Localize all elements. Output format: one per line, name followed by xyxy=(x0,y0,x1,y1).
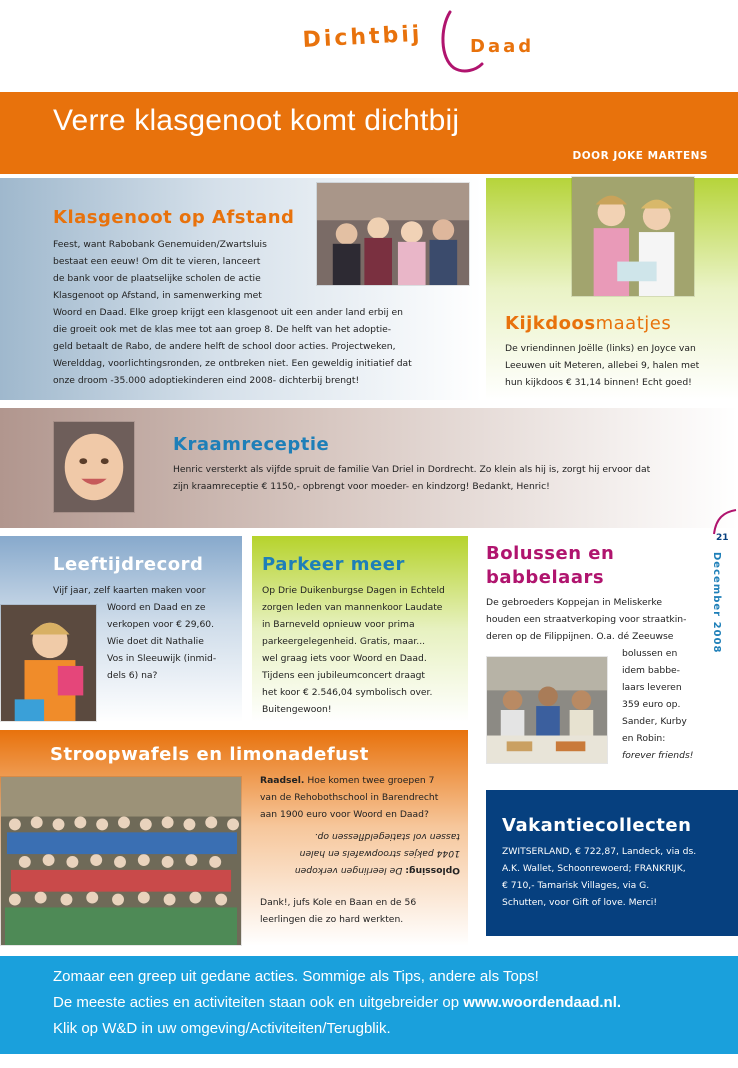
bolussen-text-side xyxy=(622,645,722,764)
text-line: forever friends! xyxy=(622,750,694,761)
footer-text xyxy=(53,964,733,1042)
text-line: idem babbe- xyxy=(622,665,681,676)
vakantie-title: Vakantiecollecten xyxy=(502,815,692,836)
text-line: Dank!, jufs Kole en Baan en de 56 xyxy=(260,897,417,908)
text-line: Schutten, voor Gift of love. Merci! xyxy=(502,897,658,908)
stroop-photo xyxy=(0,776,242,946)
issue-date: December 2008 xyxy=(711,552,722,654)
page-corner-swoosh-icon xyxy=(700,506,738,536)
text-line: het koor € 2.546,04 symbolisch over. xyxy=(262,687,433,698)
text-line: zijn kraamreceptie € 1150,- opbrengt voor moeder- en kindzorg! Bedankt, Henric! xyxy=(173,481,550,492)
footer-line: Zomaar een greep uit gedane acties. Sommige als Tips, andere als Tops! xyxy=(53,968,539,985)
leeftijd-text-top xyxy=(53,582,238,599)
website-link[interactable]: www.woordendaad.nl. xyxy=(463,994,622,1011)
footer-line-text: De meeste acties en activiteiten staan ook en uitgebreider op xyxy=(53,994,464,1011)
leeftijd-photo xyxy=(0,604,97,722)
kraam-photo xyxy=(53,421,135,513)
text-line: Tijdens een jubileumconcert draagt xyxy=(262,670,426,681)
text-line: bolussen en xyxy=(622,648,678,659)
text-line: wel graag iets voor Woord en Daad. xyxy=(262,653,427,664)
kijkdoos-photo xyxy=(571,176,695,297)
bolussen-text-full xyxy=(486,594,711,645)
oplossing-label: Oplossing: xyxy=(405,865,460,876)
text-line: die groeit ook met de klas mee tot aan groep 8. De helft van het adoptie- xyxy=(53,324,392,335)
text-line: Klasgenoot op Afstand, in samenwerking met xyxy=(53,290,262,301)
text-line: 359 euro op. xyxy=(622,699,681,710)
text-line: zorgen leden van mannenkoor Laudate xyxy=(262,602,443,613)
bolussen-title xyxy=(486,542,614,590)
text-line: ZWITSERLAND, € 722,87, Landeck, via ds. xyxy=(502,846,697,857)
text-line xyxy=(260,862,460,879)
text-line: Woord en Daad en ze xyxy=(107,602,206,613)
vakantie-text xyxy=(502,843,730,911)
text-line: parkeergelegenheid. Gratis, maar... xyxy=(262,636,426,647)
raadsel-line: Hoe komen twee groepen 7 xyxy=(307,775,435,786)
text-line: 1044 pakjes stroopwafels en halen xyxy=(299,848,460,859)
text-line: De gebroeders Koppejan in Meliskerke xyxy=(486,597,663,608)
kraam-text xyxy=(173,461,713,495)
text-line: dels 6) na? xyxy=(107,670,158,681)
text-line: Vos in Sleeuwijk (inmid- xyxy=(107,653,217,664)
text-line: leerlingen die zo hard werkten. xyxy=(260,914,404,925)
text-line: € 710,- Tamarisk Villages, via G. xyxy=(502,880,650,891)
text-line: Op Drie Duikenburgse Dagen in Echteld xyxy=(262,585,445,596)
kijkdoos-title-light: maatjes xyxy=(595,313,672,334)
bolussen-title-line: Bolussen en xyxy=(486,543,615,564)
text-line: Wie doet dit Nathalie xyxy=(107,636,204,647)
stroop-oplossing-upside-down xyxy=(260,828,460,879)
leeftijd-title: Leeftijdrecord xyxy=(53,554,204,575)
parkeer-text xyxy=(262,582,462,718)
text-line: deren op de Filippijnen. O.a. dé Zeeuwse xyxy=(486,631,674,642)
text-line: aan 1900 euro voor Woord en Daad? xyxy=(260,809,429,820)
brand-dichtbij: Dichtbij xyxy=(302,21,424,53)
brand-daad: Daad xyxy=(470,36,535,57)
text-line xyxy=(260,772,465,789)
bolussen-photo xyxy=(486,656,608,764)
text-line: van de Rehobothschool in Barendrecht xyxy=(260,792,439,803)
text-line: Vijf jaar, zelf kaarten maken voor xyxy=(53,585,206,596)
text-line: de bank voor de plaatselijke scholen de actie xyxy=(53,273,261,284)
text-line: Buitengewoon! xyxy=(262,704,332,715)
text-line: Woord en Daad. Elke groep krijgt een klasgenoot uit een ander land erbij en xyxy=(53,307,403,318)
stroop-title: Stroopwafels en limonadefust xyxy=(50,744,369,765)
text-line: Werelddag, voorlichtingsronden, ze ontbreken niet. Een geweldig initiatief dat xyxy=(53,358,412,369)
kijkdoos-text xyxy=(505,340,730,391)
text-line: laars leveren xyxy=(622,682,682,693)
text-line: De vriendinnen Joëlle (links) en Joyce van xyxy=(505,343,696,354)
page-number: 21 xyxy=(716,533,729,543)
text-line: Sander, Kurby xyxy=(622,716,687,727)
bolussen-title-line: babbelaars xyxy=(486,567,605,588)
klasgenoot-title: Klasgenoot op Afstand xyxy=(53,207,295,228)
text-line: hun kijkdoos € 31,14 binnen! Echt goed! xyxy=(505,377,692,388)
text-line: A.K. Wallet, Schoonrewoerd; FRANKRIJK, xyxy=(502,863,686,874)
text-line: Henric versterkt als vijfde spruit de familie Van Driel in Dordrecht. Zo klein als hij is, zorgt hij ervoor dat xyxy=(173,464,651,475)
footer-line xyxy=(53,990,733,1016)
text-line: houden een straatverkoping voor straatkin- xyxy=(486,614,687,625)
text-line: in Barneveld opnieuw voor prima xyxy=(262,619,415,630)
text-line: Leeuwen uit Meteren, allebei 9, halen met xyxy=(505,360,700,371)
footer-line: Klik op W&D in uw omgeving/Activiteiten/Terugblik. xyxy=(53,1020,391,1037)
oplossing-line: De leerlingen verkopen xyxy=(294,865,403,876)
kijkdoos-title-bold: Kijkdoos xyxy=(505,313,596,334)
stroop-thanks xyxy=(260,894,465,928)
text-line: Feest, want Rabobank Genemuiden/Zwartsluis xyxy=(53,239,267,250)
parkeer-title: Parkeer meer xyxy=(262,554,405,575)
text-line: verkopen voor € 29,60. xyxy=(107,619,215,630)
stroop-raadsel xyxy=(260,772,465,823)
kraam-title: Kraamreceptie xyxy=(173,434,330,455)
text-line: bestaat een eeuw! Om dit te vieren, lanceert xyxy=(53,256,261,267)
byline: DOOR JOKE MARTENS xyxy=(572,150,708,162)
text-line: tassen vol statiegeldflessen op. xyxy=(314,831,460,842)
text-line: en Robin: xyxy=(622,733,666,744)
page-title: Verre klasgenoot komt dichtbij xyxy=(53,104,460,137)
klasgenoot-photo xyxy=(316,182,470,286)
raadsel-label: Raadsel. xyxy=(260,775,305,786)
text-line: geld betaalt de Rabo, de andere helft de school door acties. Projectweken, xyxy=(53,341,396,352)
leeftijd-text-side xyxy=(107,599,239,684)
text-line: onze droom -35.000 adoptiekinderen eind 2008- dichterbij brengt! xyxy=(53,375,360,386)
kijkdoos-title xyxy=(505,313,671,334)
